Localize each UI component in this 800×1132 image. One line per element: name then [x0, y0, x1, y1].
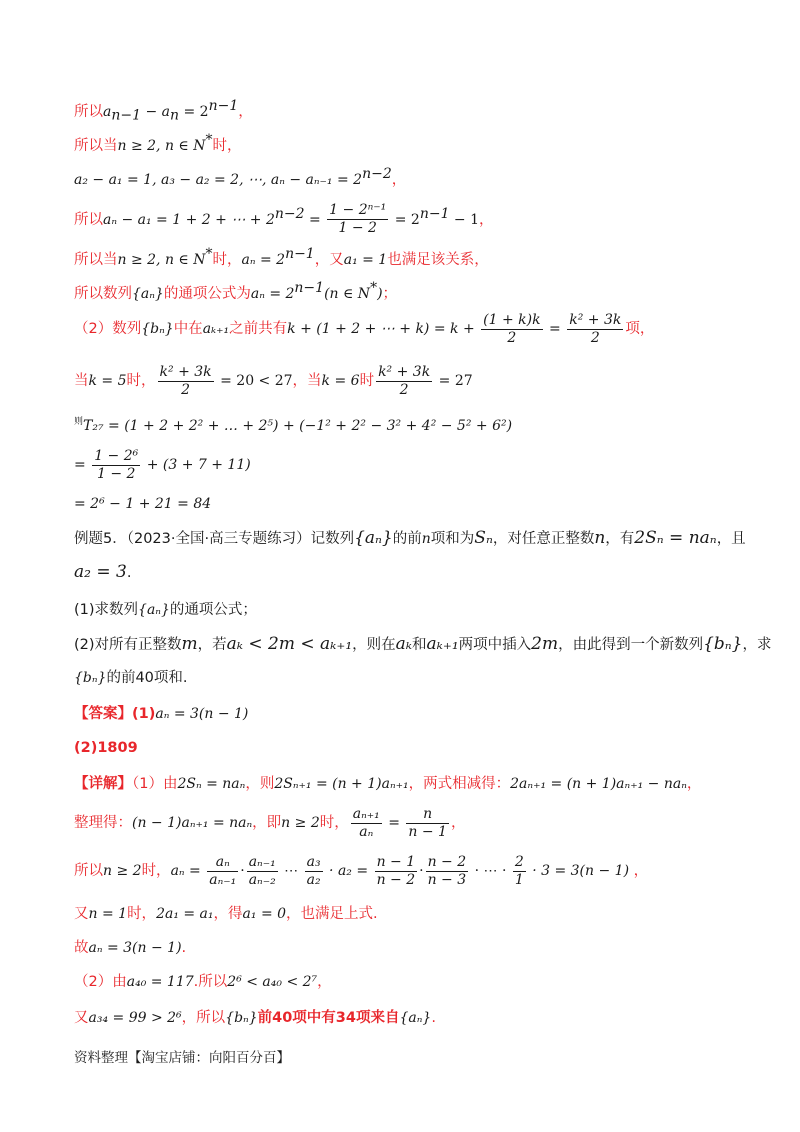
line-17-answer — [74, 704, 760, 724]
math: {aₙ} — [138, 602, 170, 618]
line-25 — [74, 1008, 760, 1028]
denominator: aₙ₋₂ — [248, 871, 276, 888]
math: = 27 — [434, 373, 473, 389]
math: aₙ − a₁ = 1 + 2 + ⋯ + 2 — [103, 211, 275, 228]
numerator: n — [406, 806, 449, 824]
numerator: 1 − 2ⁿ⁻¹ — [329, 202, 387, 219]
fraction — [92, 448, 140, 483]
text: 时， — [141, 863, 171, 879]
footer-text: 资料整理【淘宝店铺：向阳百分百】 — [74, 1050, 290, 1066]
math: a₁ = 0 — [242, 906, 287, 922]
math: 2Sₙ₊₁ = (n + 1)aₙ₊₁ — [274, 776, 409, 792]
math: = — [383, 815, 405, 831]
text: (2)1809 — [74, 740, 138, 756]
text: (1)求数列 — [74, 602, 139, 618]
fraction — [376, 364, 432, 399]
text: ； — [382, 285, 398, 302]
math: = 2 — [179, 103, 209, 120]
math: n = 1 — [88, 906, 128, 922]
math: k = 5 — [88, 373, 127, 389]
text: ， — [317, 974, 332, 990]
text: 的通项公式为 — [163, 285, 251, 302]
numerator: aₙ — [207, 854, 238, 872]
text: 所以 — [74, 103, 103, 120]
text: ，有 — [605, 531, 635, 547]
math-sup: n−1 — [285, 246, 315, 262]
math-sup: * — [370, 280, 378, 296]
math: a₃₄ = 99 > 2⁶ — [88, 1010, 182, 1026]
line-18 — [74, 738, 760, 758]
answer-label: 【答案】 — [74, 706, 132, 722]
text: ，则在 — [352, 637, 396, 653]
math: {bₙ} — [141, 321, 174, 337]
text: ，两式相减得： — [408, 776, 511, 792]
text: (1) — [132, 706, 156, 722]
math: {aₙ} — [399, 1010, 432, 1026]
math: = — [544, 321, 566, 337]
footer-source — [74, 1048, 760, 1068]
numerator: (1 + k)k — [483, 311, 541, 328]
text: 整理得： — [74, 815, 132, 831]
math: aₖ₊₁ — [202, 321, 230, 337]
numerator: k² + 3k — [569, 311, 622, 328]
text: ， — [686, 776, 702, 792]
numerator: aₙ₊₁ — [352, 805, 380, 822]
numerator: a₃ — [306, 853, 321, 870]
math: 2aₙ₊₁ = (n + 1)aₙ₊₁ − naₙ — [510, 776, 687, 792]
text: ，当 — [292, 373, 322, 389]
text: 的前 — [392, 531, 422, 547]
fraction — [481, 312, 542, 347]
text: ， — [479, 211, 494, 228]
text: . — [181, 940, 187, 956]
text: 所以数列 — [74, 285, 132, 302]
math: ⋯ — [279, 863, 303, 879]
line-22 — [74, 904, 760, 924]
text: ， — [391, 171, 407, 188]
numerator: n − 1 — [376, 853, 416, 870]
fraction — [351, 806, 382, 841]
math: a — [161, 103, 171, 120]
text: 两项中插入 — [458, 637, 532, 653]
text: ， — [450, 815, 466, 831]
math-sup: n−1 — [208, 98, 239, 114]
denominator: 1 − 2 — [96, 465, 136, 482]
text: （1）由 — [132, 776, 178, 792]
math: − 1 — [449, 211, 480, 228]
math-sup: n−2 — [274, 206, 305, 222]
text: ，又 — [314, 251, 344, 268]
text: 时， — [319, 815, 349, 831]
line-7 — [74, 310, 760, 348]
math: (n − 1)aₙ₊₁ = naₙ — [132, 815, 253, 831]
denominator: 1 − 2 — [338, 220, 377, 237]
math: · ⋯ · — [470, 863, 511, 879]
math: 2a₁ = a₁ — [156, 906, 214, 922]
math: = — [74, 457, 91, 473]
text: ，即 — [252, 815, 282, 831]
text: 项和为 — [430, 531, 475, 547]
detail-label: 【详解】 — [74, 776, 132, 792]
math: {aₙ} — [132, 285, 164, 302]
text: ，也满足上式. — [286, 906, 378, 922]
math: n ≥ 2 — [281, 815, 320, 831]
line-14 — [74, 600, 760, 620]
line-5 — [74, 244, 760, 270]
text: 又 — [74, 1010, 89, 1026]
text: . — [431, 1010, 436, 1026]
denominator: aₙ — [359, 823, 374, 840]
denominator: n − 1 — [408, 823, 447, 840]
math: (n ∈ N — [324, 285, 371, 302]
denominator: 1 — [514, 871, 524, 888]
math: n ≥ 2, n ∈ N — [117, 251, 206, 268]
line-12 — [74, 526, 760, 551]
line-23 — [74, 938, 760, 958]
math: = — [304, 211, 326, 228]
math: n — [421, 531, 431, 547]
numerator: 1 − 2⁶ — [94, 447, 139, 464]
text: 所以 — [74, 863, 103, 879]
text: 之前共有 — [229, 321, 288, 337]
text: 时 — [359, 373, 375, 389]
fraction — [513, 854, 526, 889]
text: 时， — [212, 137, 242, 154]
text: 项， — [625, 321, 655, 337]
math: {aₙ} — [354, 528, 393, 548]
line-13 — [74, 560, 760, 585]
math: 2m — [531, 634, 559, 654]
fraction — [567, 312, 623, 347]
math: n ≥ 2 — [103, 863, 142, 879]
math: k + (1 + 2 + ⋯ + k) = k + — [287, 321, 480, 337]
math: a₂ = 3 — [74, 562, 127, 582]
numerator: n − 2 — [427, 853, 467, 870]
text: 所以 — [74, 211, 103, 228]
math: aₙ = 2 — [250, 285, 295, 302]
math-sub: n — [170, 107, 180, 124]
line-20 — [74, 804, 760, 842]
numerator: k² + 3k — [378, 363, 431, 380]
math-sup: * — [205, 132, 213, 148]
math: {bₙ} — [225, 1010, 258, 1026]
text: 当 — [74, 373, 89, 389]
line-21: 所以n ≥ 2时，aₙ = $\frac{\text{aₙ}}{\text{aₙ₋₁}}$ · $\frac{\text{aₙ₋₁}}{\text{aₙ₋₂}}$ ⋯ $\frac{\text{a₃}}{\text{a₂}}$ · a₂ = $\frac{n - 1}{n - 2}$ · $\frac{n - 2}{n - 3}$ · ⋯ · $\frac{2}{1}$ · 3 = 3(n − 1) ， — [74, 853, 649, 888]
text: 前40项中有34项来自 — [257, 1010, 400, 1026]
math: aₖ < 2m < aₖ₊₁ — [226, 634, 353, 654]
fraction — [305, 854, 323, 889]
denominator: n − 2 — [376, 871, 416, 888]
math: {bₙ} — [703, 634, 743, 654]
math: 2Sₙ = naₙ — [177, 776, 246, 792]
text: . — [126, 565, 132, 581]
math: k = 6 — [321, 373, 360, 389]
math: = 20 < 27 — [215, 373, 293, 389]
line-4 — [74, 196, 760, 238]
text: 又 — [74, 906, 89, 922]
line-8 — [74, 362, 760, 400]
math: = 2 — [390, 211, 420, 228]
text: 则 — [74, 417, 84, 427]
denominator: 2 — [590, 329, 600, 346]
fraction — [406, 806, 449, 841]
line-11 — [74, 494, 760, 514]
example-title: 例题5．（2023·全国·高三专题练习）记数列 — [74, 531, 355, 547]
text: （2）由 — [74, 974, 127, 990]
text: 时， — [126, 373, 156, 389]
math: = 2⁶ − 1 + 21 = 84 — [74, 496, 212, 512]
line-2 — [74, 130, 760, 156]
math: 2Sₙ = naₙ — [634, 528, 717, 548]
line-10 — [74, 446, 760, 484]
math: 2⁶ < a₄₀ < 2⁷ — [227, 974, 318, 990]
math: Sₙ — [474, 528, 493, 548]
text: 中在 — [173, 321, 203, 337]
line-1 — [74, 96, 760, 126]
math-sup: * — [205, 246, 213, 262]
fraction — [375, 854, 418, 889]
text: ，求 — [742, 637, 772, 653]
math: aₙ = 2 — [241, 251, 286, 268]
denominator: 2 — [399, 381, 409, 398]
fraction — [426, 854, 469, 889]
math: T₂₇ = (1 + 2 + 2² + … + 2⁵) + (−1² + 2² − 3² + 4² − 5² + 6²) — [83, 417, 513, 434]
text: 时， — [212, 251, 242, 268]
line-16 — [74, 668, 760, 688]
math: n — [594, 528, 606, 548]
math: a — [103, 103, 112, 120]
text: ， — [238, 103, 253, 120]
math: aₖ — [395, 634, 413, 654]
denominator: 2 — [181, 381, 191, 398]
math: · 3 = 3(n − 1) — [527, 863, 630, 879]
text: ，得 — [213, 906, 243, 922]
text: ，若 — [197, 637, 227, 653]
text: .所以 — [193, 974, 228, 990]
math-sup: n−1 — [419, 206, 450, 222]
fraction — [158, 364, 214, 399]
math: aₖ₊₁ — [426, 634, 459, 654]
math: + (3 + 7 + 11) — [142, 457, 251, 473]
math-sup: n−2 — [362, 166, 392, 182]
text: 故 — [74, 940, 89, 956]
line-15 — [74, 632, 772, 657]
text: （2）数列 — [74, 321, 142, 337]
text: 和 — [412, 637, 427, 653]
line-9 — [74, 412, 760, 436]
denominator: 2 — [507, 329, 517, 346]
text: (2)对所有正整数 — [74, 637, 182, 653]
fraction — [207, 854, 238, 889]
text: ，所以 — [181, 1010, 226, 1026]
text: 的前40项和. — [106, 670, 188, 686]
math: n ≥ 2, n ∈ N — [117, 137, 206, 154]
fraction — [247, 854, 278, 889]
text: ， — [629, 863, 649, 879]
math-sub: n−1 — [111, 107, 142, 124]
fraction — [327, 202, 388, 237]
math: aₙ = 3(n − 1) — [88, 940, 182, 956]
denominator: a₂ — [306, 871, 321, 888]
math: aₙ = 3(n − 1) — [155, 706, 249, 722]
math: · a₂ = — [324, 863, 373, 879]
math-sup: n−1 — [294, 280, 325, 296]
text: 的通项公式； — [169, 602, 257, 618]
numerator: k² + 3k — [159, 363, 212, 380]
text: ，则 — [245, 776, 275, 792]
denominator: n − 3 — [427, 871, 467, 888]
text: 所以当 — [74, 137, 118, 154]
math: ) — [377, 285, 383, 302]
line-3 — [74, 164, 760, 190]
line-6 — [74, 278, 760, 304]
text: ，对任意正整数 — [492, 531, 595, 547]
math: a₄₀ = 117 — [126, 974, 194, 990]
math: a₂ − a₁ = 1, a₃ − a₂ = 2, ⋯, aₙ − aₙ₋₁ = 2 — [74, 171, 363, 188]
math: m — [181, 634, 198, 654]
text: ，且 — [716, 531, 746, 547]
math: {bₙ} — [74, 670, 107, 686]
line-19-detail — [74, 774, 760, 794]
text: ，由此得到一个新数列 — [558, 637, 704, 653]
text: 所以当 — [74, 251, 118, 268]
math: − — [141, 103, 162, 120]
denominator: aₙ₋₁ — [209, 871, 237, 888]
numerator: 2 — [514, 853, 524, 870]
numerator: aₙ₋₁ — [248, 853, 276, 870]
math: a₁ = 1 — [343, 251, 388, 268]
line-24 — [74, 972, 760, 992]
math: aₙ = — [170, 863, 206, 879]
text: 也满足该关系， — [387, 251, 489, 268]
text: 时， — [127, 906, 157, 922]
